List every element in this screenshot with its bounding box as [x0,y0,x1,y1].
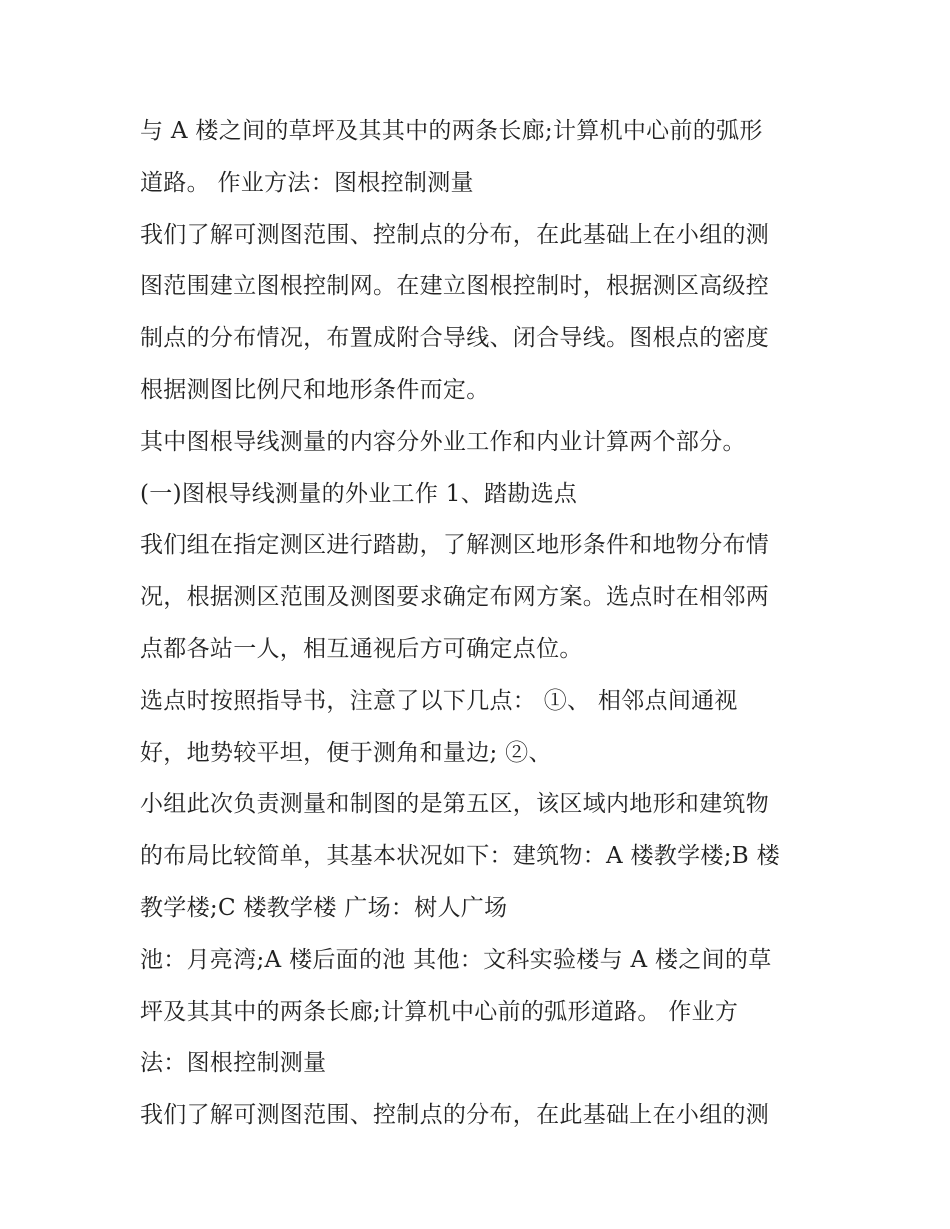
text-line: 点都各站一人，相互通视后方可确定点位。 [140,635,583,662]
text-line: 我们了解可测图范围、控制点的分布，在此基础上在小组的测 [140,221,770,248]
text-line: 制点的分布情况，布置成附合导线、闭合导线。图根点的密度 [140,325,770,352]
text-line: (一)图根导线测量的外业工作 1、踏勘选点 [140,480,578,507]
text-line: 好，地势较平坦，便于测角和量边; ②、 [140,739,552,766]
text-line: 我们组在指定测区进行踏勘，了解测区地形条件和地物分布情 [140,532,770,559]
text-line: 小组此次负责测量和制图的是第五区，该区域内地形和建筑物 [140,791,770,818]
text-line: 坪及其其中的两条长廊;计算机中心前的弧形道路。 作业方 [140,998,739,1025]
text-line: 法：图根控制测量 [140,1050,327,1077]
text-line: 况，根据测区范围及测图要求确定布网方案。选点时在相邻两 [140,584,770,611]
text-line: 选点时按照指导书，注意了以下几点： ①、 相邻点间通视 [140,687,738,714]
text-line: 教学楼;C 楼教学楼 广场：树人广场 [140,894,508,921]
document-body [140,106,820,1142]
text-line: 的布局比较简单，其基本状况如下：建筑物：A 楼教学楼;B 楼 [140,843,780,870]
text-line: 图范围建立图根控制网。在建立图根控制时，根据测区高级控 [140,273,770,300]
text-line: 其中图根导线测量的内容分外业工作和内业计算两个部分。 [140,428,746,455]
text-line: 我们了解可测图范围、控制点的分布，在此基础上在小组的测 [140,1102,770,1129]
text-line: 池：月亮湾;A 楼后面的池 其他：文科实验楼与 A 楼之间的草 [140,946,772,973]
text-line: 根据测图比例尺和地形条件而定。 [140,376,490,403]
text-line: 道路。 作业方法：图根控制测量 [140,169,474,196]
text-line: 与 A 楼之间的草坪及其其中的两条长廊;计算机中心前的弧形 [140,118,763,144]
